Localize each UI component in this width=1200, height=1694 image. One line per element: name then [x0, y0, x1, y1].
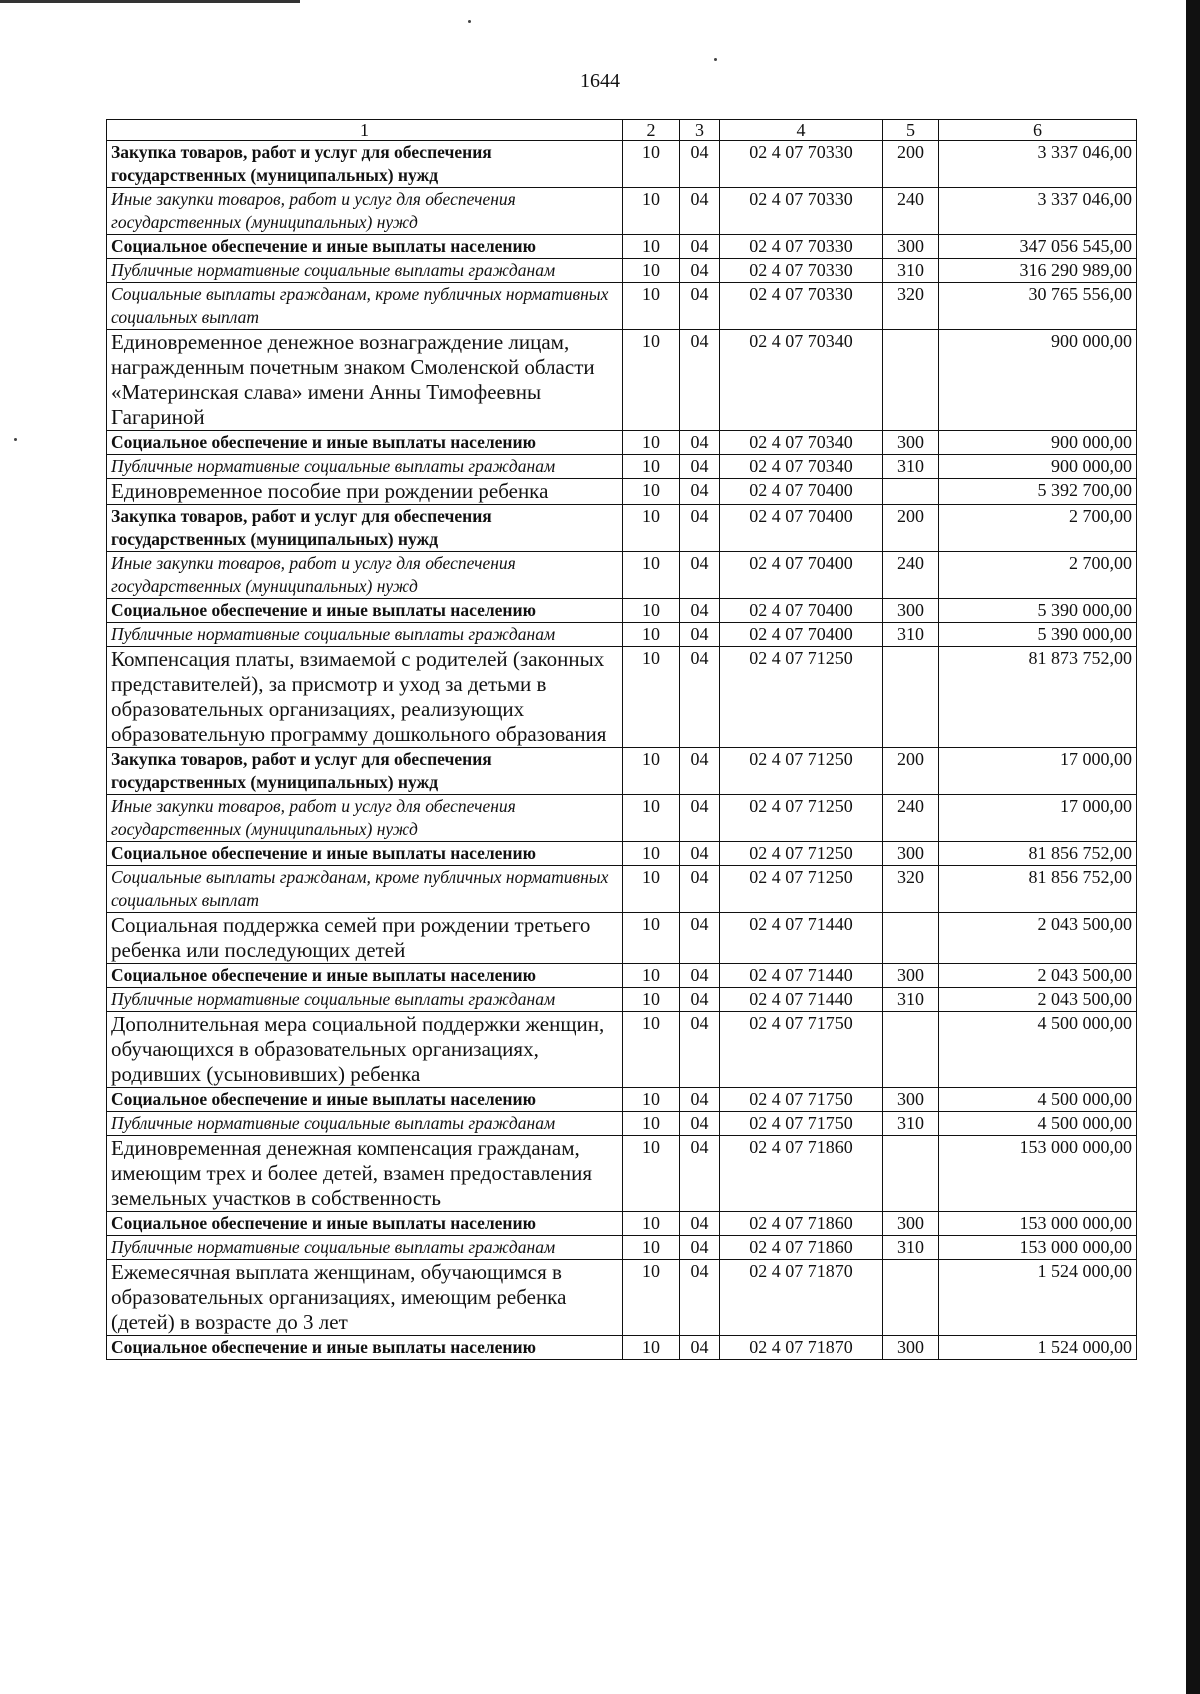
row-name-cell: Социальное обеспечение и иные выплаты населению	[107, 842, 623, 866]
subsection-cell: 04	[680, 988, 720, 1012]
target-article-cell: 02 4 07 70330	[720, 259, 883, 283]
scan-speck	[14, 438, 17, 441]
expense-type-cell	[883, 647, 939, 748]
subsection-cell: 04	[680, 647, 720, 748]
table-row	[107, 141, 1137, 188]
amount-cell: 900 000,00	[939, 455, 1137, 479]
expense-type-cell: 300	[883, 842, 939, 866]
amount-cell: 5 390 000,00	[939, 599, 1137, 623]
row-name-cell: Публичные нормативные социальные выплаты гражданам	[107, 623, 623, 647]
subsection-cell: 04	[680, 259, 720, 283]
section-cell: 10	[623, 964, 680, 988]
row-name-cell: Дополнительная мера социальной поддержки женщин, обучающихся в образовательных организациях, родивших (усыновивших) ребенка	[107, 1012, 623, 1088]
row-name-cell: Социальное обеспечение и иные выплаты населению	[107, 235, 623, 259]
row-name-cell: Единовременное денежное вознаграждение лицам, награжденным почетным знаком Смоленской области «Материнская слава» имени Анны Тимофеевны Гагариной	[107, 330, 623, 431]
row-name-cell: Социальное обеспечение и иные выплаты населению	[107, 1088, 623, 1112]
section-cell: 10	[623, 795, 680, 842]
row-name-cell: Ежемесячная выплата женщинам, обучающимся в образовательных организациях, имеющим ребенка (детей) в возрасте до 3 лет	[107, 1260, 623, 1336]
table-row	[107, 330, 1137, 431]
scan-top-rule	[0, 0, 300, 3]
row-name-cell: Публичные нормативные социальные выплаты гражданам	[107, 1236, 623, 1260]
table-body	[107, 141, 1137, 1360]
table-row	[107, 913, 1137, 964]
column-header-1: 1	[107, 120, 623, 141]
subsection-cell: 04	[680, 330, 720, 431]
target-article-cell: 02 4 07 71440	[720, 964, 883, 988]
subsection-cell: 04	[680, 235, 720, 259]
table-header-row	[107, 120, 1137, 141]
expense-type-cell: 310	[883, 259, 939, 283]
section-cell: 10	[623, 283, 680, 330]
expense-type-cell: 240	[883, 795, 939, 842]
amount-cell: 4 500 000,00	[939, 1112, 1137, 1136]
section-cell: 10	[623, 842, 680, 866]
row-name-cell: Иные закупки товаров, работ и услуг для обеспечения государственных (муниципальных) нужд	[107, 795, 623, 842]
table-row	[107, 1136, 1137, 1212]
target-article-cell: 02 4 07 71870	[720, 1260, 883, 1336]
target-article-cell: 02 4 07 71750	[720, 1012, 883, 1088]
subsection-cell: 04	[680, 913, 720, 964]
target-article-cell: 02 4 07 70400	[720, 599, 883, 623]
expense-type-cell: 300	[883, 599, 939, 623]
table-row	[107, 1088, 1137, 1112]
target-article-cell: 02 4 07 70330	[720, 188, 883, 235]
subsection-cell: 04	[680, 623, 720, 647]
expense-type-cell	[883, 330, 939, 431]
amount-cell: 5 392 700,00	[939, 479, 1137, 505]
table-row	[107, 455, 1137, 479]
row-name-cell: Иные закупки товаров, работ и услуг для обеспечения государственных (муниципальных) нужд	[107, 188, 623, 235]
section-cell: 10	[623, 188, 680, 235]
section-cell: 10	[623, 1260, 680, 1336]
target-article-cell: 02 4 07 70340	[720, 431, 883, 455]
subsection-cell: 04	[680, 505, 720, 552]
page-number: 1644	[580, 70, 620, 92]
section-cell: 10	[623, 623, 680, 647]
table-row	[107, 1236, 1137, 1260]
expense-type-cell: 320	[883, 866, 939, 913]
amount-cell: 1 524 000,00	[939, 1336, 1137, 1360]
scan-right-edge	[1186, 0, 1200, 1694]
expense-type-cell: 310	[883, 1112, 939, 1136]
table-row	[107, 842, 1137, 866]
amount-cell: 2 700,00	[939, 505, 1137, 552]
section-cell: 10	[623, 259, 680, 283]
section-cell: 10	[623, 1112, 680, 1136]
section-cell: 10	[623, 748, 680, 795]
section-cell: 10	[623, 988, 680, 1012]
subsection-cell: 04	[680, 842, 720, 866]
target-article-cell: 02 4 07 71860	[720, 1136, 883, 1212]
subsection-cell: 04	[680, 1088, 720, 1112]
row-name-cell: Публичные нормативные социальные выплаты гражданам	[107, 259, 623, 283]
section-cell: 10	[623, 552, 680, 599]
table-row	[107, 235, 1137, 259]
expense-type-cell: 300	[883, 1336, 939, 1360]
table-row	[107, 988, 1137, 1012]
amount-cell: 900 000,00	[939, 431, 1137, 455]
row-name-cell: Социальное обеспечение и иные выплаты населению	[107, 964, 623, 988]
row-name-cell: Закупка товаров, работ и услуг для обеспечения государственных (муниципальных) нужд	[107, 748, 623, 795]
expense-type-cell	[883, 1012, 939, 1088]
subsection-cell: 04	[680, 479, 720, 505]
row-name-cell: Социальные выплаты гражданам, кроме публичных нормативных социальных выплат	[107, 866, 623, 913]
scan-speck	[714, 58, 717, 61]
row-name-cell: Единовременное пособие при рождении ребенка	[107, 479, 623, 505]
column-header-5: 5	[883, 120, 939, 141]
subsection-cell: 04	[680, 283, 720, 330]
section-cell: 10	[623, 1136, 680, 1212]
amount-cell: 316 290 989,00	[939, 259, 1137, 283]
column-header-4: 4	[720, 120, 883, 141]
expense-type-cell: 240	[883, 552, 939, 599]
row-name-cell: Социальное обеспечение и иные выплаты населению	[107, 431, 623, 455]
table-row	[107, 964, 1137, 988]
target-article-cell: 02 4 07 71250	[720, 795, 883, 842]
row-name-cell: Публичные нормативные социальные выплаты гражданам	[107, 1112, 623, 1136]
table-row	[107, 866, 1137, 913]
section-cell: 10	[623, 1088, 680, 1112]
section-cell: 10	[623, 1212, 680, 1236]
expense-type-cell: 300	[883, 964, 939, 988]
expense-type-cell	[883, 913, 939, 964]
target-article-cell: 02 4 07 70400	[720, 479, 883, 505]
row-name-cell: Иные закупки товаров, работ и услуг для обеспечения государственных (муниципальных) нужд	[107, 552, 623, 599]
amount-cell: 81 856 752,00	[939, 866, 1137, 913]
table-row	[107, 748, 1137, 795]
amount-cell: 3 337 046,00	[939, 188, 1137, 235]
subsection-cell: 04	[680, 1236, 720, 1260]
subsection-cell: 04	[680, 1136, 720, 1212]
target-article-cell: 02 4 07 71750	[720, 1112, 883, 1136]
target-article-cell: 02 4 07 71860	[720, 1236, 883, 1260]
target-article-cell: 02 4 07 71250	[720, 748, 883, 795]
section-cell: 10	[623, 505, 680, 552]
table-row	[107, 647, 1137, 748]
table-row	[107, 188, 1137, 235]
subsection-cell: 04	[680, 1012, 720, 1088]
subsection-cell: 04	[680, 866, 720, 913]
column-header-3: 3	[680, 120, 720, 141]
section-cell: 10	[623, 1236, 680, 1260]
row-name-cell: Социальное обеспечение и иные выплаты населению	[107, 1336, 623, 1360]
target-article-cell: 02 4 07 71750	[720, 1088, 883, 1112]
target-article-cell: 02 4 07 71440	[720, 988, 883, 1012]
subsection-cell: 04	[680, 431, 720, 455]
section-cell: 10	[623, 431, 680, 455]
budget-table	[106, 119, 1137, 1360]
target-article-cell: 02 4 07 70400	[720, 623, 883, 647]
expense-type-cell: 310	[883, 1236, 939, 1260]
table-row	[107, 599, 1137, 623]
target-article-cell: 02 4 07 70400	[720, 552, 883, 599]
amount-cell: 153 000 000,00	[939, 1212, 1137, 1236]
expense-type-cell: 300	[883, 431, 939, 455]
amount-cell: 153 000 000,00	[939, 1236, 1137, 1260]
row-name-cell: Единовременная денежная компенсация гражданам, имеющим трех и более детей, взамен предоставления земельных участков в собственность	[107, 1136, 623, 1212]
amount-cell: 4 500 000,00	[939, 1088, 1137, 1112]
amount-cell: 17 000,00	[939, 795, 1137, 842]
subsection-cell: 04	[680, 748, 720, 795]
expense-type-cell: 320	[883, 283, 939, 330]
amount-cell: 81 873 752,00	[939, 647, 1137, 748]
row-name-cell: Публичные нормативные социальные выплаты гражданам	[107, 455, 623, 479]
subsection-cell: 04	[680, 552, 720, 599]
row-name-cell: Социальные выплаты гражданам, кроме публичных нормативных социальных выплат	[107, 283, 623, 330]
target-article-cell: 02 4 07 70340	[720, 455, 883, 479]
subsection-cell: 04	[680, 188, 720, 235]
amount-cell: 17 000,00	[939, 748, 1137, 795]
amount-cell: 30 765 556,00	[939, 283, 1137, 330]
table-row	[107, 1336, 1137, 1360]
table-row	[107, 623, 1137, 647]
section-cell: 10	[623, 1336, 680, 1360]
row-name-cell: Социальное обеспечение и иные выплаты населению	[107, 599, 623, 623]
expense-type-cell	[883, 1136, 939, 1212]
amount-cell: 2 043 500,00	[939, 964, 1137, 988]
section-cell: 10	[623, 455, 680, 479]
row-name-cell: Социальное обеспечение и иные выплаты населению	[107, 1212, 623, 1236]
expense-type-cell: 300	[883, 1088, 939, 1112]
amount-cell: 2 043 500,00	[939, 913, 1137, 964]
target-article-cell: 02 4 07 71250	[720, 647, 883, 748]
target-article-cell: 02 4 07 71250	[720, 866, 883, 913]
target-article-cell: 02 4 07 71250	[720, 842, 883, 866]
amount-cell: 900 000,00	[939, 330, 1137, 431]
table-row	[107, 479, 1137, 505]
expense-type-cell: 200	[883, 505, 939, 552]
target-article-cell: 02 4 07 70400	[720, 505, 883, 552]
table-row	[107, 552, 1137, 599]
expense-type-cell: 310	[883, 988, 939, 1012]
section-cell: 10	[623, 479, 680, 505]
table-row	[107, 1212, 1137, 1236]
subsection-cell: 04	[680, 964, 720, 988]
amount-cell: 3 337 046,00	[939, 141, 1137, 188]
table-row	[107, 259, 1137, 283]
expense-type-cell: 310	[883, 623, 939, 647]
target-article-cell: 02 4 07 70330	[720, 235, 883, 259]
section-cell: 10	[623, 235, 680, 259]
amount-cell: 2 700,00	[939, 552, 1137, 599]
table-row	[107, 1112, 1137, 1136]
row-name-cell: Социальная поддержка семей при рождении третьего ребенка или последующих детей	[107, 913, 623, 964]
amount-cell: 1 524 000,00	[939, 1260, 1137, 1336]
expense-type-cell: 300	[883, 235, 939, 259]
expense-type-cell: 200	[883, 748, 939, 795]
subsection-cell: 04	[680, 1112, 720, 1136]
table-row	[107, 283, 1137, 330]
subsection-cell: 04	[680, 599, 720, 623]
amount-cell: 2 043 500,00	[939, 988, 1137, 1012]
table-row	[107, 1260, 1137, 1336]
section-cell: 10	[623, 913, 680, 964]
target-article-cell: 02 4 07 70340	[720, 330, 883, 431]
expense-type-cell: 310	[883, 455, 939, 479]
expense-type-cell: 200	[883, 141, 939, 188]
target-article-cell: 02 4 07 70330	[720, 141, 883, 188]
subsection-cell: 04	[680, 141, 720, 188]
target-article-cell: 02 4 07 71870	[720, 1336, 883, 1360]
table-row	[107, 431, 1137, 455]
section-cell: 10	[623, 599, 680, 623]
subsection-cell: 04	[680, 1212, 720, 1236]
target-article-cell: 02 4 07 71860	[720, 1212, 883, 1236]
subsection-cell: 04	[680, 455, 720, 479]
section-cell: 10	[623, 866, 680, 913]
column-header-6: 6	[939, 120, 1137, 141]
section-cell: 10	[623, 647, 680, 748]
target-article-cell: 02 4 07 70330	[720, 283, 883, 330]
row-name-cell: Закупка товаров, работ и услуг для обеспечения государственных (муниципальных) нужд	[107, 141, 623, 188]
table-row	[107, 795, 1137, 842]
expense-type-cell: 300	[883, 1212, 939, 1236]
expense-type-cell	[883, 1260, 939, 1336]
row-name-cell: Закупка товаров, работ и услуг для обеспечения государственных (муниципальных) нужд	[107, 505, 623, 552]
table-row	[107, 1012, 1137, 1088]
subsection-cell: 04	[680, 795, 720, 842]
subsection-cell: 04	[680, 1336, 720, 1360]
amount-cell: 347 056 545,00	[939, 235, 1137, 259]
section-cell: 10	[623, 330, 680, 431]
amount-cell: 153 000 000,00	[939, 1136, 1137, 1212]
expense-type-cell	[883, 479, 939, 505]
expense-type-cell: 240	[883, 188, 939, 235]
subsection-cell: 04	[680, 1260, 720, 1336]
row-name-cell: Публичные нормативные социальные выплаты гражданам	[107, 988, 623, 1012]
column-header-2: 2	[623, 120, 680, 141]
amount-cell: 5 390 000,00	[939, 623, 1137, 647]
target-article-cell: 02 4 07 71440	[720, 913, 883, 964]
row-name-cell: Компенсация платы, взимаемой с родителей (законных представителей), за присмотр и уход за детьми в образовательных организациях, реализующих образовательную программу дошкольного образования	[107, 647, 623, 748]
section-cell: 10	[623, 141, 680, 188]
table-row	[107, 505, 1137, 552]
amount-cell: 4 500 000,00	[939, 1012, 1137, 1088]
scan-speck	[468, 20, 471, 23]
amount-cell: 81 856 752,00	[939, 842, 1137, 866]
section-cell: 10	[623, 1012, 680, 1088]
